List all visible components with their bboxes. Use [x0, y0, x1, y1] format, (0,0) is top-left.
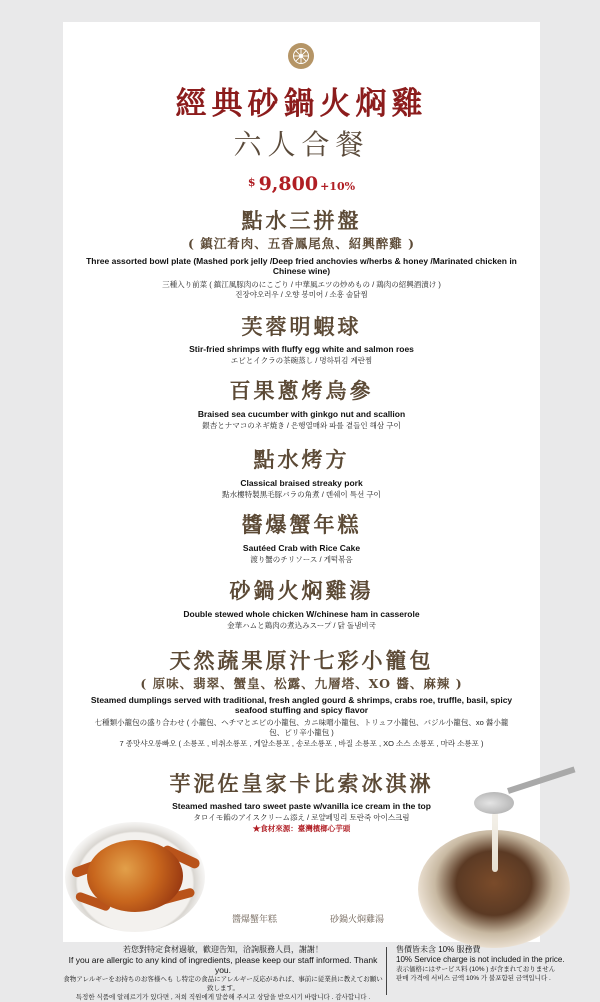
- service-charge-ko: 판매 가격에 서비스 금액 10% 가 불포함된 금액입니다 .: [396, 975, 551, 982]
- dish-name-zh: 百果蔥烤烏參: [229, 378, 374, 403]
- dish-name-ja: 金華ハムと鶏肉の煮込みスープ / 닭 돌냄비국: [227, 621, 376, 630]
- dish-name-ja: 三種入り前菜 ( 鎮江風豚肉のにこごり / 中華風エツの炒めもの / 鶏肉の紹興酒漬け ): [162, 280, 441, 289]
- service-charge-en: 10% Service charge is not included in the price.: [396, 955, 565, 964]
- price: [63, 173, 540, 195]
- dish-name-ja: タロイモ餡のアイスクリーム添え / 로얄페밍리 토란죽 아이스크림: [193, 813, 410, 822]
- dish-name-en: Braised sea cucumber with ginkgo nut and scallion: [197, 409, 406, 419]
- menu-subtitle: 六人合餐: [233, 128, 370, 161]
- footer-divider: [386, 947, 387, 995]
- dish-name-en: Classical braised streaky pork: [240, 478, 363, 488]
- dish-item: [63, 511, 540, 565]
- dish-item: [63, 207, 540, 299]
- allergy-notice-en: If you are allergic to any kind of ingredients, please keep our staff informed. Thank you.: [68, 955, 378, 975]
- menu-header: [63, 84, 540, 195]
- dish-name-zh: 芙蓉明蝦球: [241, 314, 362, 339]
- dish-name-ja: 渡り蟹のチリソース / 게떡볶음: [250, 555, 353, 564]
- dish-name-en: Steamed mashed taro sweet paste w/vanilla ice cream in the top: [172, 801, 431, 811]
- dish-name-en: Three assorted bowl plate (Mashed pork jelly /Deep fried anchovies w/herbs & honey /Marinated chicken in Chinese wine): [86, 256, 517, 276]
- crab-rice-cake-photo: [65, 822, 205, 932]
- price-currency: $: [247, 176, 256, 189]
- chicken-soup-photo: [412, 788, 572, 948]
- dish-name-zh: 芋泥佐皇家卡比索冰淇淋: [169, 771, 434, 796]
- dish-subname-zh: ( 鎮江肴肉、五香鳳尾魚、紹興醉雞 ): [187, 236, 416, 251]
- dish-subname-zh: ( 原味、翡翠、蟹皇、松露、九層塔、XO 醬、麻辣 ): [140, 676, 463, 691]
- menu-title: 經典砂鍋火焖雞: [175, 86, 428, 122]
- dish-name-zh: 點水三拼盤: [241, 208, 362, 233]
- ingredient-source: ★食材來源：臺灣檳榔心芋頭: [252, 823, 351, 833]
- service-charge-zh: 售價皆未含 10% 服務費: [396, 945, 481, 954]
- dish-item: [63, 313, 540, 366]
- dish-item: [63, 647, 540, 749]
- dish-name-en: Stir-fried shrimps with fluffy egg white and salmon roes: [189, 344, 414, 354]
- dish-name-ja: 七種類小籠包の盛り合わせ ( 小籠包、ヘチマとエビの小籠包、カニ味噌小籠包、トリュフ小籠包、バジル小籠包、xo 醤小籠包、ピリ辛小籠包 ): [94, 718, 509, 737]
- dish-name-zh: 天然蔬果原汁七彩小籠包: [169, 648, 434, 673]
- allergy-notice-ja: 食物アレルギーをお持ちのお客様へも し特定の食品にアレルギー反応があれば、事前に従業員に教えてお願い致します。: [63, 976, 383, 992]
- dish-item: [63, 377, 540, 431]
- dish-name-ja: エビとイクラの茶碗蒸し / 명하튀김 계란찜: [230, 356, 373, 365]
- dish-name-ja: 銀杏とナマコのネギ焼き / 은행열매와 파를 곁들인 해삼 구이: [202, 421, 401, 430]
- price-tax: +10%: [320, 180, 356, 193]
- service-charge-ja: 表示価格にはサービス料 (10% ) が含まれておりません: [396, 966, 556, 973]
- price-amount: 9,800: [258, 173, 319, 195]
- dish-item: [63, 577, 540, 631]
- dish-name-en: Sautéed Crab with Rice Cake: [242, 543, 361, 553]
- dish-name-ja: 點水樓特製黒毛豚バラの角煮 / 뎬쉐이 특선 구이: [222, 490, 381, 499]
- dish-item: [63, 446, 540, 500]
- restaurant-logo-icon: [288, 43, 314, 69]
- dish-name-ko: 진장야오러우 / 오향 봉미어 / 소흥 술닭찜: [235, 289, 368, 299]
- allergy-notice-zh: 若您對特定食材過敏，歡迎告知，洽詢服務人員，謝謝！: [123, 945, 323, 954]
- dish-name-en: Double stewed whole chicken W/chinese ham in casserole: [183, 609, 420, 619]
- dish-name-zh: 醬爆蟹年糕: [241, 512, 362, 537]
- dish-name-zh: 砂鍋火焖雞湯: [229, 578, 374, 603]
- dish-name-zh: 點水烤方: [253, 447, 350, 472]
- dish-name-en: Steamed dumplings served with traditional, fresh angled gourd & shrimps, crabs roe, truffle, basil, spicy seafood stuffing and spicy flavor: [90, 695, 513, 715]
- service-charge-notice: [396, 945, 596, 983]
- crab-photo-caption: 醬爆蟹年糕: [232, 915, 278, 925]
- soup-photo-caption: 砂鍋火焖雞湯: [330, 915, 385, 925]
- allergy-notice: [63, 945, 383, 1002]
- dish-name-ko: 7 종맛샤오롱빠오 ( 소룡포 , 비취소룡포 , 게알소룡포 , 송로소룡포 , 바질 소룡포 , XO 소스 소룡포 , 마라 소룡포 ): [119, 739, 484, 748]
- allergy-notice-ko: 특정한 식품에 알레르기가 있다면 , 저희 직원에게 말씀해 주시고 상담을 받으시기 바랍니다 . 감사합니다 .: [75, 994, 371, 1001]
